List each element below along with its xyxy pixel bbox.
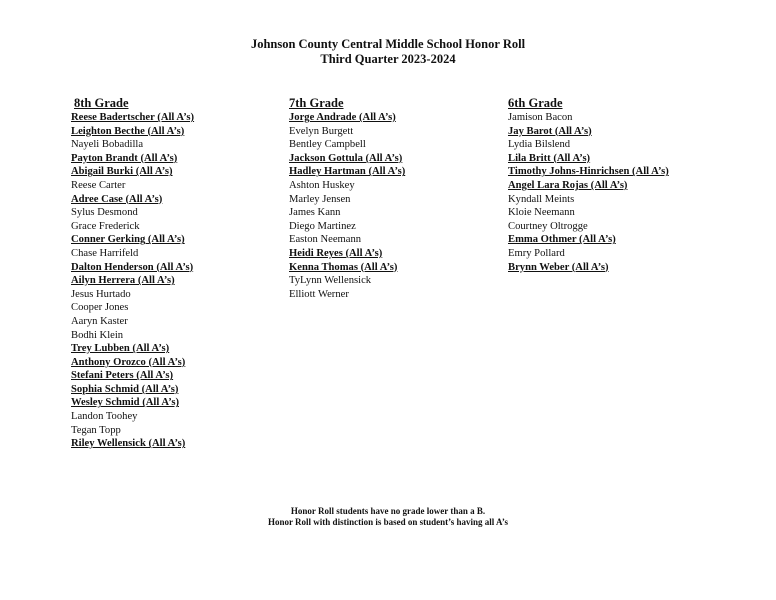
student-entry: Landon Toohey bbox=[71, 411, 138, 423]
student-entry: Jorge Andrade (All A’s) bbox=[289, 112, 396, 123]
student-entry: Riley Wellensick (All A’s) bbox=[71, 438, 186, 450]
student-entry: Conner Gerking (All A’s) bbox=[71, 234, 185, 246]
student-entry: Lila Britt (All A’s) bbox=[508, 152, 591, 164]
grade-7-heading: 7th Grade bbox=[289, 96, 344, 110]
student-entry: Emma Othmer (All A’s) bbox=[508, 234, 616, 246]
student-entry: Heidi Reyes (All A’s) bbox=[289, 247, 383, 259]
student-entry: Stefani Peters (All A’s) bbox=[71, 370, 174, 382]
student-entry: Bentley Campbell bbox=[289, 139, 366, 151]
student-entry: Evelyn Burgett bbox=[289, 125, 354, 137]
grade-7-column bbox=[289, 96, 405, 301]
student-entry: Chase Harrifeld bbox=[71, 247, 139, 259]
grade-8-heading: 8th Grade bbox=[74, 96, 129, 110]
student-entry: Kenna Thomas (All A’s) bbox=[289, 261, 398, 273]
student-entry: Bodhi Klein bbox=[71, 329, 124, 341]
student-entry: Brynn Weber (All A’s) bbox=[508, 261, 609, 273]
student-entry: Jay Barot (All A’s) bbox=[508, 125, 592, 137]
grade-6-column bbox=[508, 96, 669, 274]
document-subtitle: Third Quarter 2023-2024 bbox=[320, 52, 456, 66]
student-entry: Easton Neemann bbox=[289, 234, 362, 246]
student-entry: Trey Lubben (All A’s) bbox=[71, 343, 170, 355]
student-entry: Sylus Desmond bbox=[71, 207, 138, 219]
student-entry: Jesus Hurtado bbox=[71, 288, 131, 300]
student-entry: Kloie Neemann bbox=[508, 207, 575, 219]
document-header bbox=[0, 37, 776, 67]
grade-7-student-list bbox=[289, 111, 405, 301]
student-entry: Kyndall Meints bbox=[508, 193, 575, 205]
footer-notes bbox=[0, 506, 776, 528]
student-entry: Ashton Huskey bbox=[289, 179, 355, 191]
student-entry: Reese Carter bbox=[71, 179, 126, 191]
student-entry: Sophia Schmid (All A’s) bbox=[71, 383, 179, 395]
student-entry: Dalton Henderson (All A’s) bbox=[71, 261, 194, 273]
student-entry: Grace Frederick bbox=[71, 220, 140, 232]
student-entry: Timothy Johns-Hinrichsen (All A’s) bbox=[508, 166, 669, 178]
student-entry: Leighton Becthe (All A’s) bbox=[71, 125, 185, 137]
student-entry: Emry Pollard bbox=[508, 247, 565, 259]
student-entry: Jackson Gottula (All A’s) bbox=[289, 152, 403, 164]
student-entry: Ailyn Herrera (All A’s) bbox=[71, 275, 175, 287]
student-entry: Tegan Topp bbox=[71, 424, 121, 436]
student-entry: Anthony Orozco (All A’s) bbox=[71, 356, 186, 368]
student-entry: Diego Martinez bbox=[289, 220, 356, 232]
footer-note-grade-requirement: Honor Roll students have no grade lower than a B. bbox=[290, 506, 486, 516]
footer-note-distinction: Honor Roll with distinction is based on student’s having all A’s bbox=[267, 517, 509, 527]
grade-6-heading: 6th Grade bbox=[508, 96, 563, 110]
student-entry: Nayeli Bobadilla bbox=[71, 139, 144, 151]
student-entry: Reese Badertscher (All A’s) bbox=[71, 112, 195, 123]
student-entry: Jamison Bacon bbox=[508, 112, 573, 123]
student-entry: Courtney Oltrogge bbox=[508, 220, 588, 232]
document-title: Johnson County Central Middle School Honor Roll bbox=[250, 37, 526, 51]
student-entry: TyLynn Wellensick bbox=[289, 275, 372, 287]
student-entry: Payton Brandt (All A’s) bbox=[71, 152, 178, 164]
student-entry: Elliott Werner bbox=[289, 288, 349, 300]
student-entry: Angel Lara Rojas (All A’s) bbox=[508, 179, 628, 191]
student-entry: James Kann bbox=[289, 207, 341, 219]
student-entry: Aaryn Kaster bbox=[71, 315, 128, 327]
student-entry: Wesley Schmid (All A’s) bbox=[71, 397, 179, 409]
student-entry: Hadley Hartman (All A’s) bbox=[289, 166, 406, 178]
student-entry: Adree Case (All A’s) bbox=[71, 193, 163, 205]
grade-6-student-list bbox=[508, 111, 669, 274]
grade-8-student-list bbox=[71, 111, 194, 451]
student-entry: Abigail Burki (All A’s) bbox=[71, 166, 173, 178]
student-entry: Lydia Bilslend bbox=[508, 139, 571, 151]
student-entry: Cooper Jones bbox=[71, 302, 129, 314]
grade-8-column bbox=[71, 96, 194, 451]
student-entry: Marley Jensen bbox=[289, 193, 351, 205]
